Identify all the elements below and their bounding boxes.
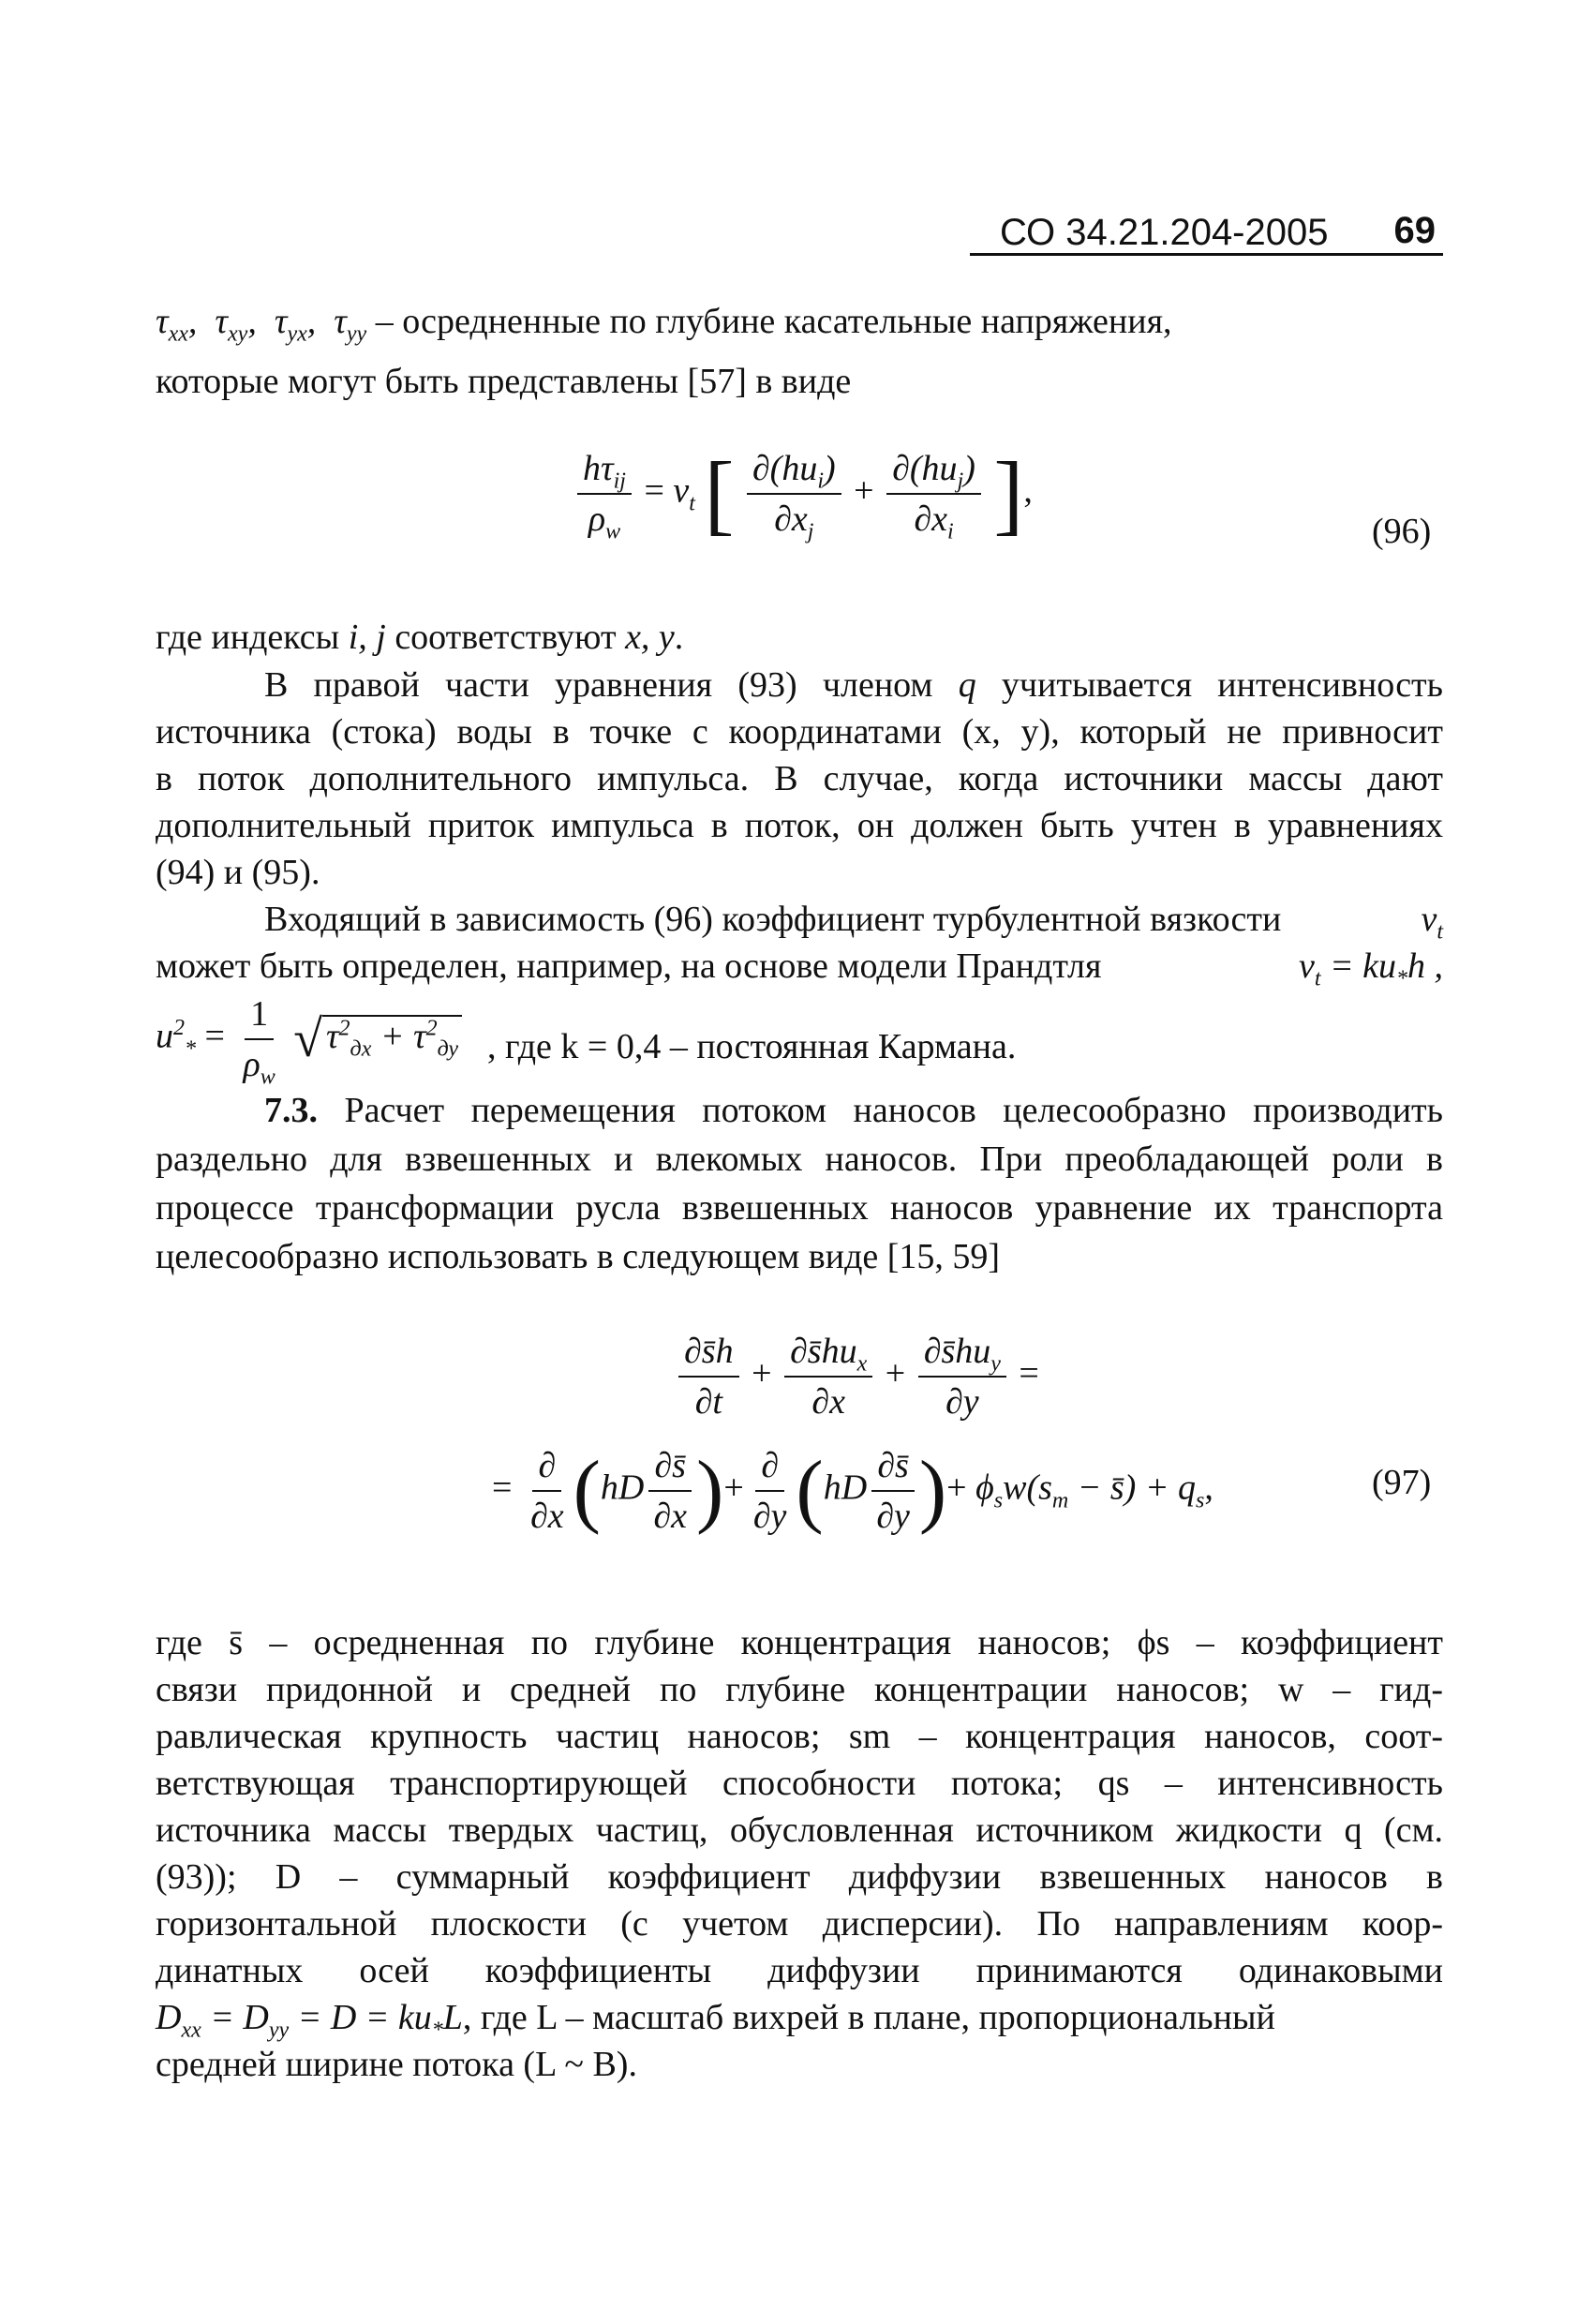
equation-97-line2: = $\frac{\partial}{\partial x}$ (hD $\frac{\partial s̄}{\partial x}$ )+ $\frac{\partial}{\partial y}$ (hD $\frac{\partial s̄}{\partial y}$ )+ $\phi_sw(s_m$ − s̄) + $q_s$, <box>492 1445 1213 1536</box>
equation-97-line1: $\frac{\partial s̄h}{\partial t}$ + $\frac{\partial s̄hu_x}{\partial x}$ + $\frac{\partial s̄hu_y}{\partial y}$ = <box>675 1331 1039 1423</box>
para3-l1b: учитывается интенсивность <box>975 665 1443 705</box>
para2-xy: x, y <box>625 618 675 657</box>
para3-line3: в поток дополнительного импульса. В случае, когда источники массы дают <box>156 759 1443 798</box>
para1-line1-text: – осредненные по глубине касательные напряжения, <box>366 302 1172 341</box>
page-header <box>970 208 1443 256</box>
para5-l9-text: , где L – масштаб вихрей в плане, пропорциональный <box>462 1998 1275 2037</box>
section-7-3-line4: целесообразно использовать в следующем виде [15, 59] <box>156 1237 1001 1276</box>
para5-line4: ветствующая транспортирующей способности потока; qs – интенсивность <box>156 1764 1443 1803</box>
para4-line1 <box>264 896 1443 943</box>
para5-line9 <box>156 1994 1443 2041</box>
para4-line3: , где k = 0,4 – постоянная Кармана. <box>487 1027 1017 1066</box>
para5-line1: где s̄ – осредненная по глубине концентрация наносов; ϕs – коэффициент <box>156 1623 1443 1662</box>
para2-text-a: где индексы <box>156 618 349 657</box>
para5-line3: равлическая крупность частиц наносов; sm – концентрация наносов, соот- <box>156 1717 1443 1756</box>
para4-l1-text: Входящий в зависимость (96) коэффициент турбулентной вязкости <box>264 900 1282 939</box>
diffusion-formula: $D_{xx} = D_{yy} = D = ku_*L$ <box>156 1998 463 2043</box>
para2-vars: i, j <box>348 618 386 657</box>
tau-list: $\tau_{xx}$, $\tau_{xy}$, $\tau_{yx}$, $\tau_{yy}$ <box>156 302 367 347</box>
para5-line8: динатных осей коэффициенты диффузии принимаются одинаковыми <box>156 1951 1443 1990</box>
section-7-3-line1 <box>264 1087 1443 1134</box>
para4-l2-text: может быть определен, например, на основе модели Прандтля <box>156 946 1102 986</box>
equation-96: $\frac{h\tau_{ij}}{\rho_w}$ = $\nu_t$ [ $\frac{\partial(hu_i)}{\partial x_j}$ + $\frac{\partial(hu_j)}{\partial x_i}$ ], <box>573 448 1033 540</box>
equation-97-number: (97) <box>1372 1463 1432 1502</box>
para2-text-b: соответствуют <box>385 618 626 657</box>
friction-velocity-formula: $u^2_*$ = $\frac{1}{\rho_w}$ √ $\tau^2_{дх} + \tau^2_{ду}$ <box>156 993 462 1085</box>
para3-l1a: В правой части уравнения (93) членом <box>264 665 959 705</box>
para5-line5: источника массы твердых частиц, обусловленная источником жидкости q (см. <box>156 1810 1443 1850</box>
para3-line2: источника (стока) воды в точке с координатами (x, y), который не привносит <box>156 712 1443 752</box>
nu-t-symbol: $\nu_t$ <box>1421 900 1443 945</box>
section-number: 7.3. <box>264 1091 318 1130</box>
para1-line2: которые могут быть представлены [57] в виде <box>156 362 852 401</box>
para2-text-c: . <box>674 618 684 657</box>
para5-line6: (93)); D – суммарный коэффициент диффузии взвешенных наносов в <box>156 1857 1443 1897</box>
para5-line2: связи придонной и средней по глубине концентрации наносов; w – гид- <box>156 1670 1443 1709</box>
para3-line4: дополнительный приток импульса в поток, он должен быть учтен в уравнениях <box>156 806 1443 845</box>
para1-line1 <box>156 298 1443 345</box>
para3-line1 <box>264 662 1443 708</box>
section-7-3-line2: раздельно для взвешенных и влекомых наносов. При преобладающей роли в <box>156 1140 1443 1179</box>
prandtl-formula: $\nu_t = ku_*h$ , <box>1298 946 1443 991</box>
equation-96-number: (96) <box>1372 512 1432 551</box>
section-7-3-line3: процессе трансформации русла взвешенных наносов уравнение их транспорта <box>156 1188 1443 1228</box>
para3-q: q <box>958 665 976 705</box>
para2-line <box>156 614 683 661</box>
document-code: СО 34.21.204-2005 <box>1000 212 1329 253</box>
para4-line2 <box>156 943 1443 990</box>
page-number: 69 <box>1393 210 1436 251</box>
para3-line5: (94) и (95). <box>156 853 320 892</box>
para5-line10: средней ширине потока (L ~ B). <box>156 2045 637 2084</box>
para5-line7: горизонтальной плоскости (с учетом дисперсии). По направлениям коор- <box>156 1904 1443 1944</box>
section-l1: Расчет перемещения потоком наносов целесообразно производить <box>318 1091 1443 1130</box>
